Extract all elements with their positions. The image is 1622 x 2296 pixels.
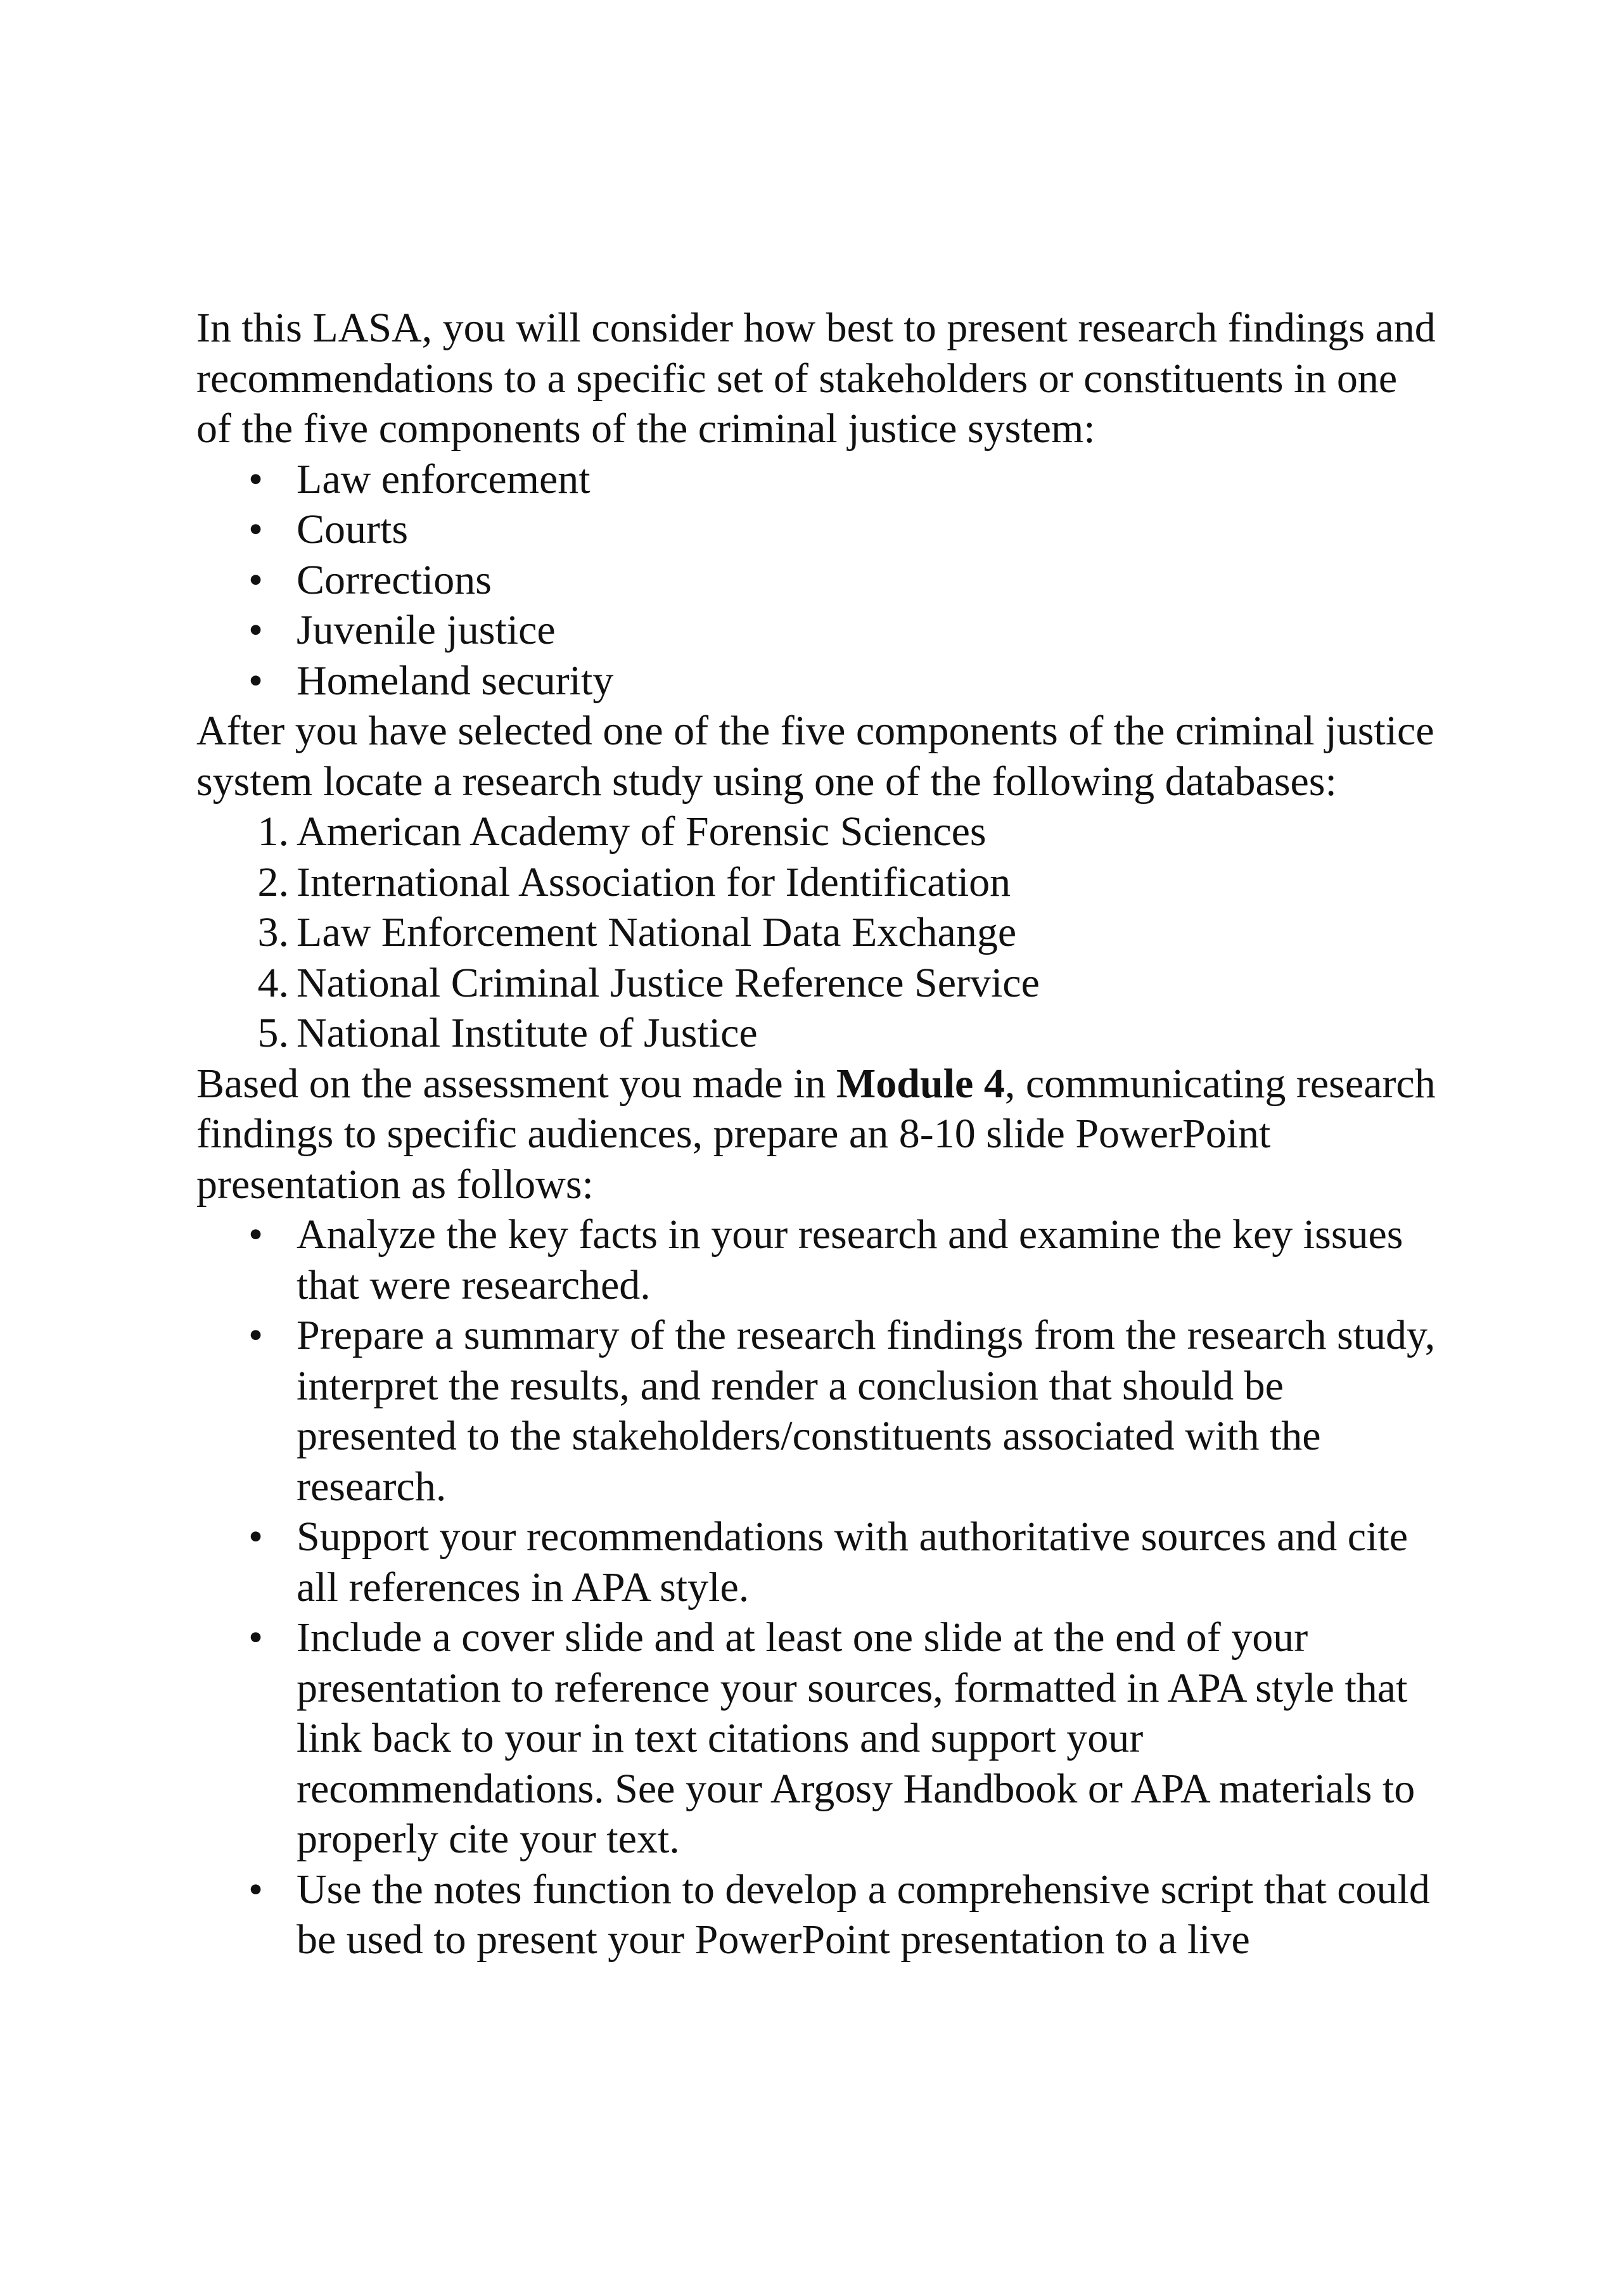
list-item xyxy=(196,1865,1438,1965)
list-item xyxy=(196,807,1438,857)
list-number: 5. xyxy=(257,1010,289,1056)
list-item-text: Juvenile justice xyxy=(297,607,556,653)
list-item xyxy=(196,857,1438,908)
list-item xyxy=(196,907,1438,958)
components-list xyxy=(196,454,1438,706)
list-item xyxy=(196,504,1438,555)
list-item-text: Support your recommendations with authoritative sources and cite all references in APA style. xyxy=(297,1514,1408,1610)
bullet-icon: • xyxy=(248,1614,264,1661)
intro-paragraph: In this LASA, you will consider how best to present research findings and recommendations to a specific set of stakeholders or constituents in one of the five components of the criminal justice system: xyxy=(196,305,1436,452)
bullet-icon: • xyxy=(248,556,264,603)
list-number: 3. xyxy=(257,909,289,955)
list-item xyxy=(196,1512,1438,1612)
list-item-text: Corrections xyxy=(297,556,492,603)
list-number: 4. xyxy=(257,959,289,1006)
assignment-text-start: Based on the assessment you made in xyxy=(196,1060,836,1107)
list-item-text: National Institute of Justice xyxy=(297,1010,758,1056)
list-item-text: Include a cover slide and at least one slide at the end of your presentation to reference your sources, formatted in APA style that link back to your in text citations and support your recommendations. See your Argosy Handbook or APA materials to properly cite your text. xyxy=(297,1614,1415,1862)
bullet-icon: • xyxy=(248,456,264,502)
list-item-text: Law Enforcement National Data Exchange xyxy=(297,909,1017,955)
list-number: 2. xyxy=(257,858,289,905)
databases-list xyxy=(196,807,1438,1059)
list-item-text: Analyze the key facts in your research and examine the key issues that were researched. xyxy=(297,1211,1403,1308)
bullet-icon: • xyxy=(248,506,264,552)
list-item xyxy=(196,958,1438,1009)
requirements-list xyxy=(196,1209,1438,1965)
list-item xyxy=(196,605,1438,656)
list-item-text: Courts xyxy=(297,506,409,552)
list-item-text: National Criminal Justice Reference Service xyxy=(297,959,1040,1006)
list-item xyxy=(196,1310,1438,1512)
bullet-icon: • xyxy=(248,1312,264,1358)
bullet-icon: • xyxy=(248,607,264,653)
module-reference: Module 4 xyxy=(836,1060,1005,1107)
list-item xyxy=(196,656,1438,706)
list-item-text: Use the notes function to develop a comprehensive script that could be used to present your PowerPoint presentation to a live xyxy=(297,1866,1430,1963)
list-item xyxy=(196,454,1438,505)
list-item xyxy=(196,1008,1438,1059)
bullet-icon: • xyxy=(248,1211,264,1258)
bullet-icon: • xyxy=(248,657,264,704)
databases-intro-paragraph: After you have selected one of the five components of the criminal justice system locate a research study using one of the following databases: xyxy=(196,708,1434,805)
bullet-icon: • xyxy=(248,1866,264,1913)
assignment-paragraph xyxy=(196,1059,1438,1210)
document-body xyxy=(196,303,1438,1965)
list-item-text: Homeland security xyxy=(297,657,614,704)
list-item xyxy=(196,1209,1438,1310)
list-item xyxy=(196,555,1438,606)
bullet-icon: • xyxy=(248,1514,264,1560)
list-item-text: Prepare a summary of the research findings from the research study, interpret the results, and render a conclusion that should be presented to the stakeholders/constituents associated with the research. xyxy=(297,1312,1436,1510)
assignment-text-end: , communicating research findings to specific audiences, prepare an 8-10 slide PowerPoint presentation as follows: xyxy=(196,1060,1436,1208)
list-item-text: International Association for Identification xyxy=(297,858,1011,905)
list-number: 1. xyxy=(257,808,289,855)
list-item-text: American Academy of Forensic Sciences xyxy=(297,808,987,855)
list-item xyxy=(196,1612,1438,1865)
list-item-text: Law enforcement xyxy=(297,456,591,502)
